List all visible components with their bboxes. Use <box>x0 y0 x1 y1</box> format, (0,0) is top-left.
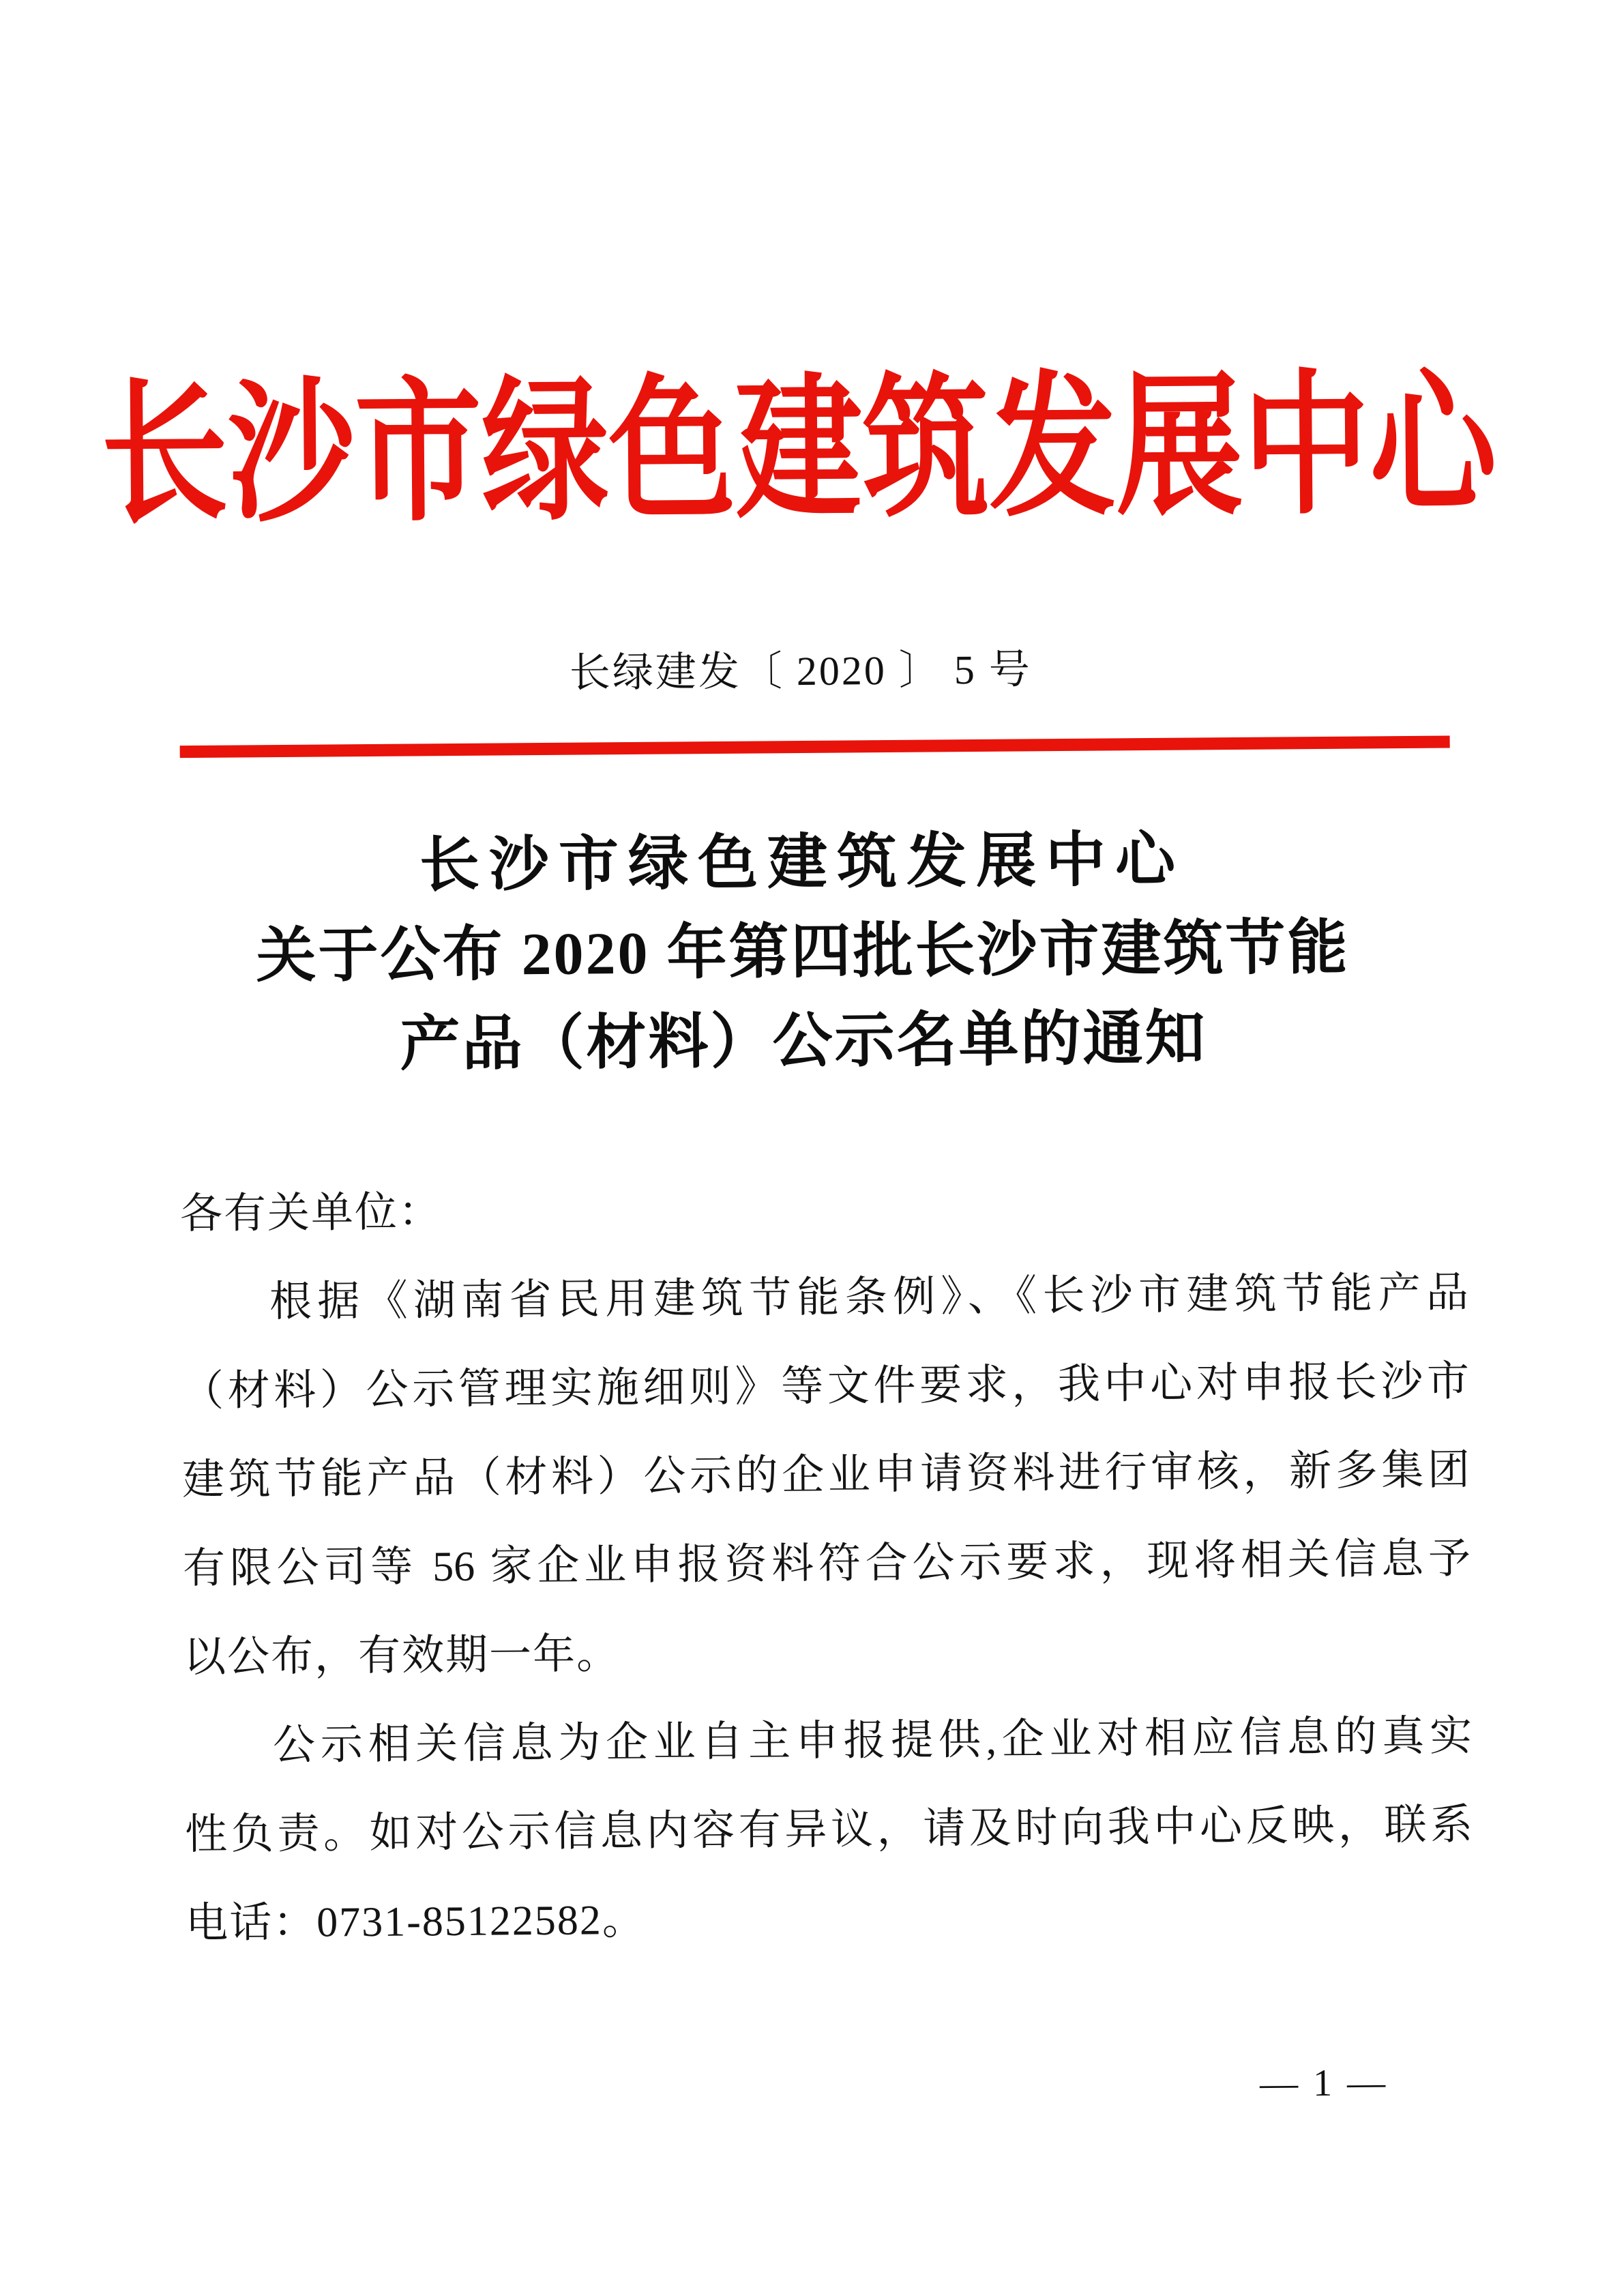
document-number: 长绿建发〔 2020 〕 5 号 <box>569 647 1033 696</box>
body-line: 性负责。如对公示信息内容有异议，请及时向我中心反映，联系 <box>184 1801 1473 1859</box>
notice-title <box>0 812 1610 1093</box>
body-line: 电话：0731-85122582。 <box>185 1896 647 1947</box>
body-line: 根据《湖南省民用建筑节能条例》、《长沙市建筑节能产品 <box>269 1269 1469 1326</box>
red-header-org-title: 长沙市绿色建筑发展中心 <box>100 359 1498 543</box>
notice-title-line-1: 长沙市绿色建筑发展中心 <box>419 827 1185 900</box>
body-line: 以公布，有效期一年。 <box>183 1631 621 1681</box>
body-line: 有限公司等 56 家企业申报资料符合公示要求，现将相关信息予 <box>182 1535 1471 1593</box>
body-line: 建筑节能产品（材料）公示的企业申请资料进行审核，新多集团 <box>181 1447 1470 1504</box>
red-divider-rule <box>180 736 1450 759</box>
notice-title-line-3: 产品（材料）公示名单的通知 <box>400 1005 1207 1078</box>
body-line: （材料）公示管理实施细则》等文件要求，我中心对申报长沙市 <box>181 1358 1470 1415</box>
page-number: — 1 — <box>1259 2061 1389 2105</box>
notice-title-line-2: 关于公布 2020 年第四批长沙市建筑节能 <box>256 915 1350 990</box>
notice-body <box>180 1160 1474 1968</box>
body-line: 公示相关信息为企业自主申报提供,企业对相应信息的真实 <box>272 1713 1473 1769</box>
salutation: 各有关单位： <box>179 1189 443 1238</box>
